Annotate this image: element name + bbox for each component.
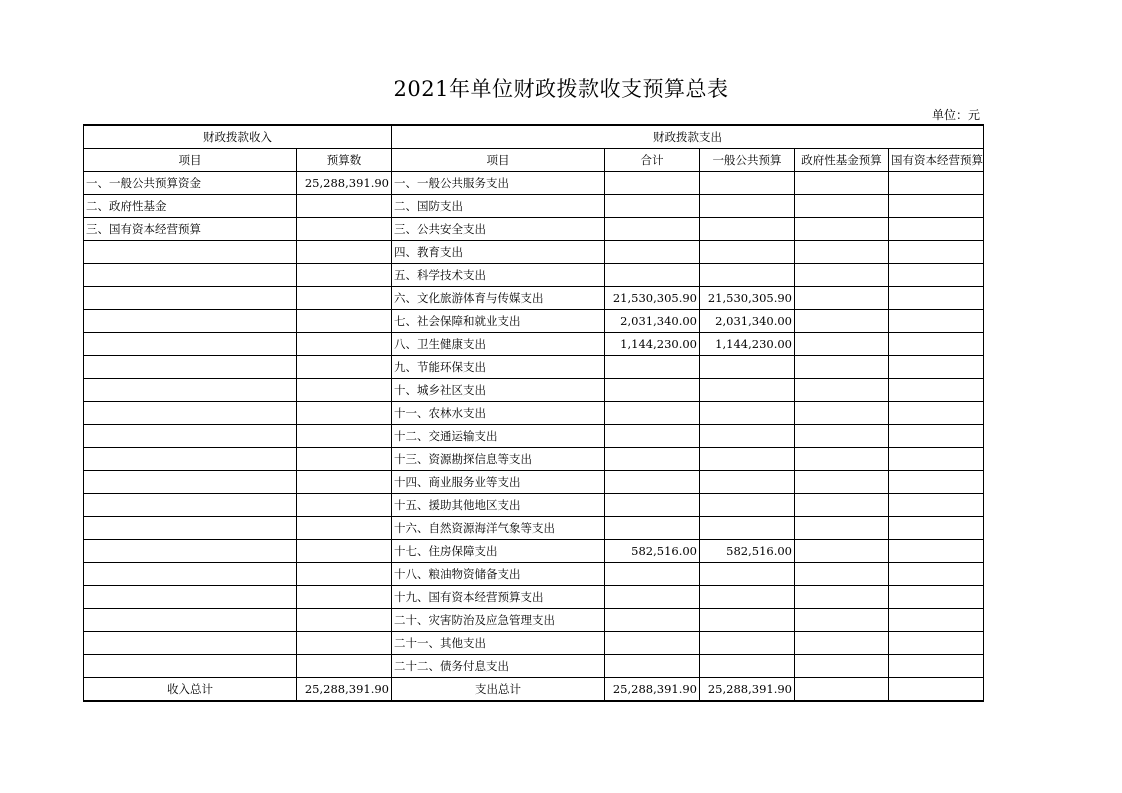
income-item-cell (84, 655, 297, 678)
state-capital-cell (889, 678, 984, 702)
income-amount-cell (297, 563, 392, 586)
gov-fund-cell (795, 218, 889, 241)
expense-item-cell: 五、科学技术支出 (392, 264, 605, 287)
income-item-cell: 三、国有资本经营预算 (84, 218, 297, 241)
expense-total-cell (605, 356, 700, 379)
income-item-cell (84, 609, 297, 632)
general-budget-cell (700, 609, 795, 632)
budget-table (83, 124, 984, 702)
income-amount-cell (297, 287, 392, 310)
table-row (84, 241, 984, 264)
state-capital-cell (889, 632, 984, 655)
state-capital-cell (889, 655, 984, 678)
general-budget-cell: 582,516.00 (700, 540, 795, 563)
table-row (84, 310, 984, 333)
column-header: 合计 (605, 149, 700, 172)
income-amount-cell (297, 195, 392, 218)
table-row (84, 333, 984, 356)
income-amount-cell (297, 333, 392, 356)
state-capital-cell (889, 241, 984, 264)
general-budget-cell (700, 494, 795, 517)
income-amount-cell (297, 402, 392, 425)
income-item-cell (84, 402, 297, 425)
income-amount-cell: 25,288,391.90 (297, 678, 392, 702)
column-header: 一般公共预算 (700, 149, 795, 172)
general-budget-cell (700, 563, 795, 586)
expense-total-cell (605, 379, 700, 402)
table-row (84, 609, 984, 632)
expense-total-cell (605, 494, 700, 517)
table-row (84, 425, 984, 448)
expense-total-cell (605, 632, 700, 655)
table-row (84, 402, 984, 425)
expense-total-cell (605, 264, 700, 287)
general-budget-cell (700, 241, 795, 264)
income-item-cell (84, 356, 297, 379)
gov-fund-cell (795, 402, 889, 425)
gov-fund-cell (795, 310, 889, 333)
state-capital-cell (889, 586, 984, 609)
table-row (84, 494, 984, 517)
income-amount-cell (297, 448, 392, 471)
income-amount-cell (297, 264, 392, 287)
table-row (84, 356, 984, 379)
expense-item-cell: 六、文化旅游体育与传媒支出 (392, 287, 605, 310)
income-group-header: 财政拨款收入 (84, 125, 392, 149)
gov-fund-cell (795, 563, 889, 586)
state-capital-cell (889, 563, 984, 586)
expense-item-cell: 九、节能环保支出 (392, 356, 605, 379)
general-budget-cell (700, 632, 795, 655)
table-row (84, 172, 984, 195)
state-capital-cell (889, 356, 984, 379)
expense-item-cell: 十六、自然资源海洋气象等支出 (392, 517, 605, 540)
state-capital-cell (889, 540, 984, 563)
expense-item-cell: 十四、商业服务业等支出 (392, 471, 605, 494)
expense-total-cell (605, 425, 700, 448)
income-item-cell (84, 540, 297, 563)
general-budget-cell (700, 218, 795, 241)
income-item-cell (84, 586, 297, 609)
table-row (84, 563, 984, 586)
state-capital-cell (889, 379, 984, 402)
income-item-cell: 二、政府性基金 (84, 195, 297, 218)
expense-total-cell (605, 517, 700, 540)
expense-group-header: 财政拨款支出 (392, 125, 984, 149)
income-item-cell (84, 379, 297, 402)
expense-total-cell: 582,516.00 (605, 540, 700, 563)
gov-fund-cell (795, 678, 889, 702)
income-amount-cell (297, 609, 392, 632)
expense-total-cell (605, 195, 700, 218)
expense-item-cell: 十、城乡社区支出 (392, 379, 605, 402)
expense-item-cell: 四、教育支出 (392, 241, 605, 264)
table-row (84, 632, 984, 655)
gov-fund-cell (795, 195, 889, 218)
general-budget-cell (700, 471, 795, 494)
income-item-cell (84, 517, 297, 540)
expense-item-cell: 十二、交通运输支出 (392, 425, 605, 448)
state-capital-cell (889, 448, 984, 471)
income-amount-cell (297, 471, 392, 494)
income-item-cell (84, 471, 297, 494)
table-row (84, 517, 984, 540)
expense-item-cell: 支出总计 (392, 678, 605, 702)
table-row (84, 287, 984, 310)
income-item-cell: 收入总计 (84, 678, 297, 702)
expense-total-cell (605, 172, 700, 195)
table-row (84, 586, 984, 609)
column-header: 项目 (392, 149, 605, 172)
income-item-cell (84, 287, 297, 310)
gov-fund-cell (795, 586, 889, 609)
expense-item-cell: 八、卫生健康支出 (392, 333, 605, 356)
state-capital-cell (889, 218, 984, 241)
expense-total-cell (605, 655, 700, 678)
income-amount-cell: 25,288,391.90 (297, 172, 392, 195)
gov-fund-cell (795, 264, 889, 287)
income-amount-cell (297, 218, 392, 241)
state-capital-cell (889, 425, 984, 448)
gov-fund-cell (795, 172, 889, 195)
table-row (84, 218, 984, 241)
unit-label: 单位：元 (931, 108, 980, 122)
expense-total-cell: 2,031,340.00 (605, 310, 700, 333)
expense-total-cell: 25,288,391.90 (605, 678, 700, 702)
gov-fund-cell (795, 241, 889, 264)
income-amount-cell (297, 655, 392, 678)
gov-fund-cell (795, 287, 889, 310)
gov-fund-cell (795, 379, 889, 402)
general-budget-cell (700, 402, 795, 425)
column-header: 政府性基金预算 (795, 149, 889, 172)
general-budget-cell (700, 425, 795, 448)
general-budget-cell (700, 517, 795, 540)
state-capital-cell (889, 333, 984, 356)
table-row (84, 448, 984, 471)
income-amount-cell (297, 310, 392, 333)
expense-item-cell: 二十、灾害防治及应急管理支出 (392, 609, 605, 632)
expense-item-cell: 一、一般公共服务支出 (392, 172, 605, 195)
income-item-cell (84, 448, 297, 471)
page-title: 2021年单位财政拨款收支预算总表 (393, 77, 729, 101)
income-item-cell (84, 310, 297, 333)
general-budget-cell (700, 655, 795, 678)
income-amount-cell (297, 540, 392, 563)
table-row (84, 655, 984, 678)
income-amount-cell (297, 494, 392, 517)
state-capital-cell (889, 195, 984, 218)
table-row (84, 264, 984, 287)
expense-total-cell (605, 218, 700, 241)
expense-item-cell: 二十一、其他支出 (392, 632, 605, 655)
income-item-cell (84, 425, 297, 448)
table-row (84, 540, 984, 563)
gov-fund-cell (795, 356, 889, 379)
state-capital-cell (889, 402, 984, 425)
state-capital-cell (889, 310, 984, 333)
expense-item-cell: 十九、国有资本经营预算支出 (392, 586, 605, 609)
expense-total-cell (605, 448, 700, 471)
income-item-cell (84, 264, 297, 287)
general-budget-cell (700, 448, 795, 471)
income-amount-cell (297, 356, 392, 379)
state-capital-cell (889, 494, 984, 517)
expense-item-cell: 十八、粮油物资储备支出 (392, 563, 605, 586)
state-capital-cell (889, 264, 984, 287)
expense-total-cell: 21,530,305.90 (605, 287, 700, 310)
income-item-cell (84, 632, 297, 655)
income-amount-cell (297, 632, 392, 655)
gov-fund-cell (795, 471, 889, 494)
general-budget-cell (700, 264, 795, 287)
expense-total-cell (605, 471, 700, 494)
general-budget-cell: 21,530,305.90 (700, 287, 795, 310)
column-header-row (84, 149, 984, 172)
general-budget-cell (700, 379, 795, 402)
state-capital-cell (889, 172, 984, 195)
table-row (84, 471, 984, 494)
gov-fund-cell (795, 494, 889, 517)
gov-fund-cell (795, 540, 889, 563)
income-amount-cell (297, 517, 392, 540)
expense-total-cell (605, 586, 700, 609)
table-row (84, 379, 984, 402)
group-header-row (84, 125, 984, 149)
gov-fund-cell (795, 517, 889, 540)
gov-fund-cell (795, 333, 889, 356)
column-header: 预算数 (297, 149, 392, 172)
expense-item-cell: 三、公共安全支出 (392, 218, 605, 241)
expense-total-cell (605, 241, 700, 264)
general-budget-cell (700, 195, 795, 218)
expense-item-cell: 七、社会保障和就业支出 (392, 310, 605, 333)
income-item-cell (84, 494, 297, 517)
income-item-cell (84, 333, 297, 356)
table-row (84, 195, 984, 218)
general-budget-cell: 1,144,230.00 (700, 333, 795, 356)
expense-total-cell (605, 563, 700, 586)
column-header: 国有资本经营预算 (889, 149, 984, 172)
general-budget-cell: 2,031,340.00 (700, 310, 795, 333)
gov-fund-cell (795, 609, 889, 632)
income-item-cell: 一、一般公共预算资金 (84, 172, 297, 195)
expense-item-cell: 十三、资源勘探信息等支出 (392, 448, 605, 471)
state-capital-cell (889, 287, 984, 310)
expense-item-cell: 十一、农林水支出 (392, 402, 605, 425)
general-budget-cell: 25,288,391.90 (700, 678, 795, 702)
column-header: 项目 (84, 149, 297, 172)
expense-item-cell: 十七、住房保障支出 (392, 540, 605, 563)
income-amount-cell (297, 586, 392, 609)
income-amount-cell (297, 425, 392, 448)
expense-item-cell: 十五、援助其他地区支出 (392, 494, 605, 517)
gov-fund-cell (795, 448, 889, 471)
income-item-cell (84, 563, 297, 586)
state-capital-cell (889, 471, 984, 494)
gov-fund-cell (795, 425, 889, 448)
expense-total-cell (605, 609, 700, 632)
general-budget-cell (700, 356, 795, 379)
expense-total-cell (605, 402, 700, 425)
total-row (84, 678, 984, 702)
income-amount-cell (297, 379, 392, 402)
state-capital-cell (889, 517, 984, 540)
expense-total-cell: 1,144,230.00 (605, 333, 700, 356)
general-budget-cell (700, 586, 795, 609)
state-capital-cell (889, 609, 984, 632)
expense-item-cell: 二、国防支出 (392, 195, 605, 218)
income-item-cell (84, 241, 297, 264)
expense-item-cell: 二十二、债务付息支出 (392, 655, 605, 678)
gov-fund-cell (795, 632, 889, 655)
gov-fund-cell (795, 655, 889, 678)
income-amount-cell (297, 241, 392, 264)
general-budget-cell (700, 172, 795, 195)
